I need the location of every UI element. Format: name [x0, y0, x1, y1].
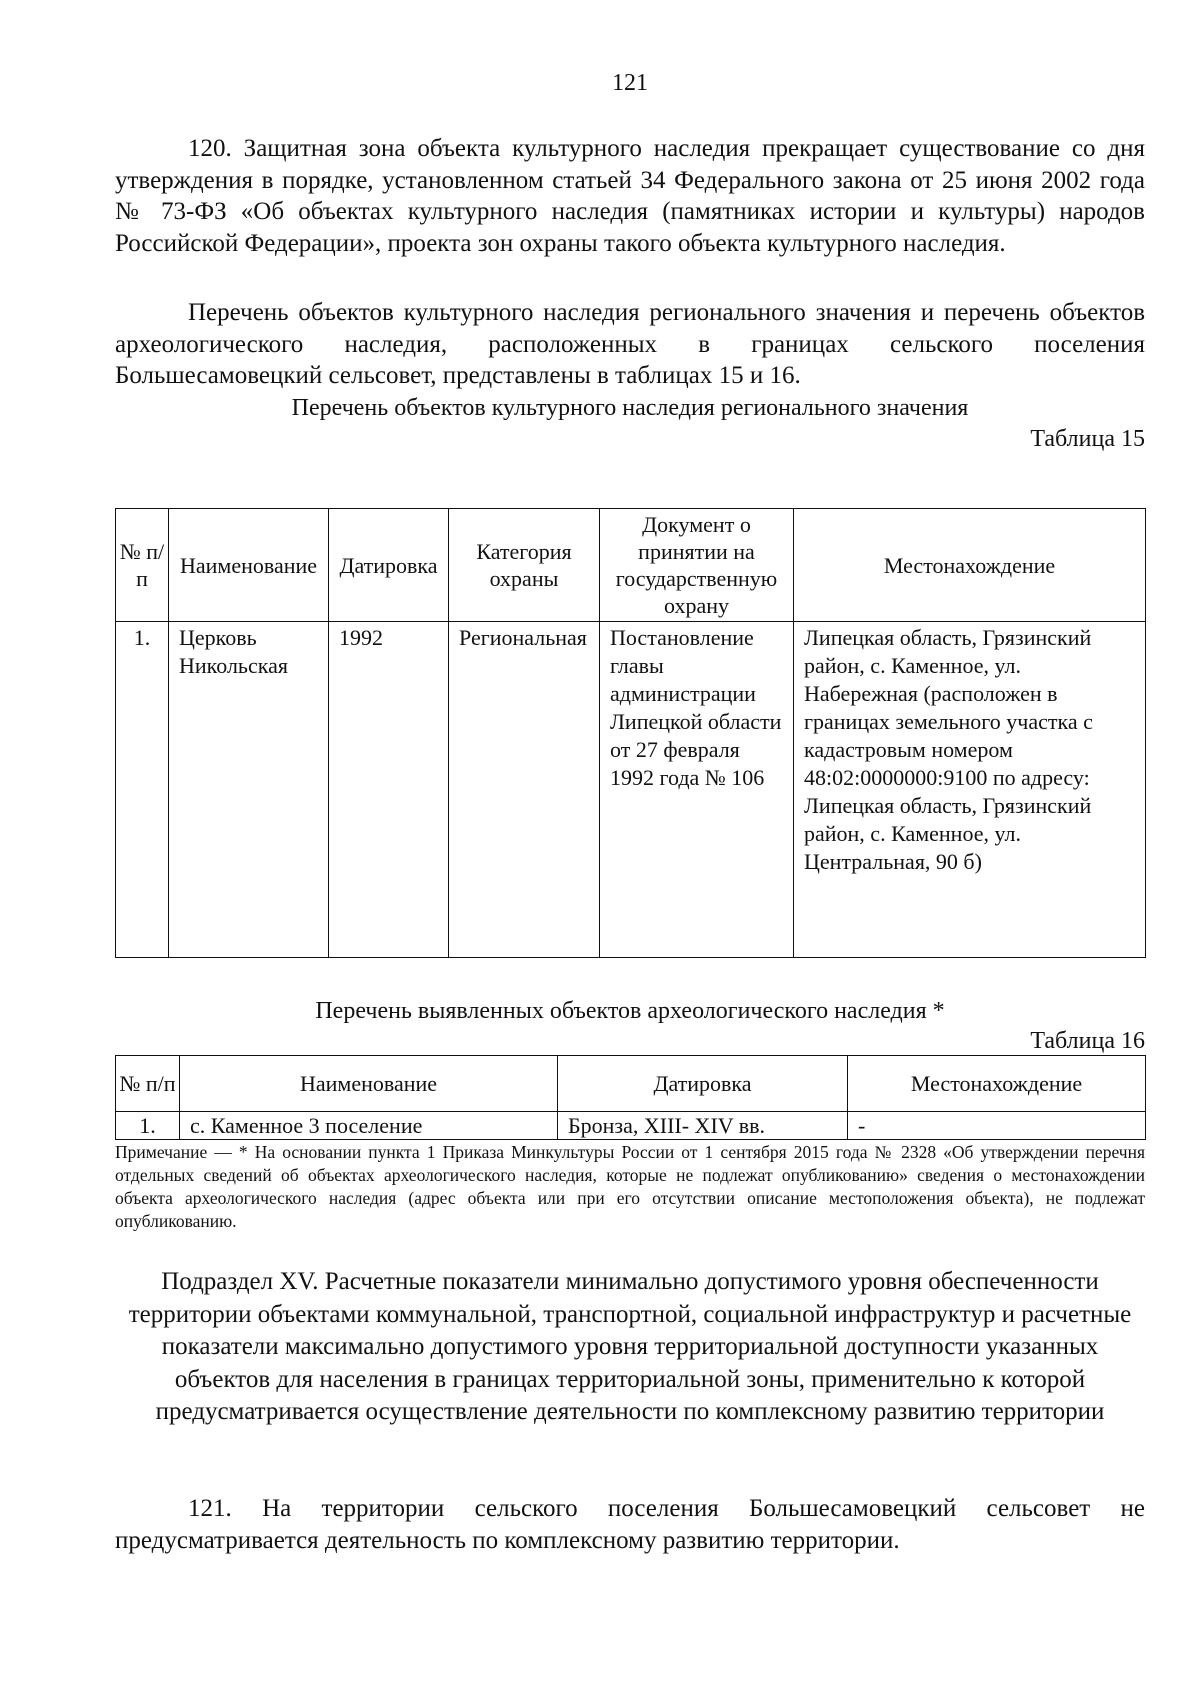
cell-document: Постановление главы администрации Липецкой области от 27 февраля 1992 года № 106 [600, 622, 794, 958]
cell-location: - [848, 1112, 1146, 1140]
cell-name: Церковь Никольская [169, 622, 329, 958]
header-document: Документ о принятии на государственную охрану [600, 509, 794, 622]
table-15 [115, 508, 1146, 958]
table-row [116, 1112, 1146, 1140]
header-location: Местонахождение [794, 509, 1146, 622]
header-num: № п/п [116, 509, 169, 622]
cell-location: Липецкая область, Грязинский район, с. Каменное, ул. Набережная (расположен в границах земельного участка с кадастровым номером 48:02:0000000:9100 по адресу: Липецкая область, Грязинский район, с. Каменное, ул. Центральная, 90 б) [794, 622, 1146, 958]
header-date: Датировка [558, 1056, 848, 1112]
paragraph-120: 120. Защитная зона объекта культурного наследия прекращает существование со дня утверждения в порядке, установленном статьей 34 Федерального закона от 25 июня 2002 года № 73-ФЗ «Об объектах культурного наследия (памятниках истории и культуры) народов Российской Федерации», проекта зон охраны такого объекта культурного наследия. [115, 135, 1145, 257]
table-row [116, 622, 1146, 958]
cell-date: 1992 [329, 622, 449, 958]
header-location: Местонахождение [848, 1056, 1146, 1112]
table-15-label: Таблица 15 [1030, 426, 1145, 452]
cell-num: 1. [116, 622, 169, 958]
table-16-label: Таблица 16 [1030, 1028, 1145, 1054]
cell-category: Региональная [449, 622, 600, 958]
table-15-caption: Перечень объектов культурного наследия регионального значения [291, 395, 969, 421]
paragraph-121: 121. На территории сельского поселения Большесамовецкий сельсовет не предусматривается деятельность по комплексному развитию территории. [115, 1495, 1145, 1554]
paragraph-objects-list: Перечень объектов культурного наследия регионального значения и перечень объектов археологического наследия, расположенных в границах сельского поселения Большесамовецкий сельсовет, представлены в таблицах 15 и 16. [115, 299, 1145, 389]
header-category: Категория охраны [449, 509, 600, 622]
table-16-note: Примечание — * На основании пункта 1 Приказа Минкультуры России от 1 сентября 2015 года № 2328 «Об утверждении перечня отдельных сведений об объектах археологического наследия, которые не подлежат опубликованию» сведения о местонахождении объекта археологического наследия (адрес объекта или при его отсутствии описание местоположения объекта), не подлежат опубликованию. [115, 1142, 1145, 1231]
header-num: № п/п [116, 1056, 180, 1112]
header-date: Датировка [329, 509, 449, 622]
header-name: Наименование [169, 509, 329, 622]
cell-name: с. Каменное 3 поселение [180, 1112, 558, 1140]
table-16-caption: Перечень выявленных объектов археологического наследия * [315, 998, 945, 1024]
page-number: 121 [612, 70, 648, 96]
table-15-header-row [116, 509, 1146, 622]
table-16 [115, 1055, 1146, 1140]
cell-date: Бронза, XIII- XIV вв. [558, 1112, 848, 1140]
subsection-title: Подраздел XV. Расчетные показатели минимально допустимого уровня обеспеченности территории объектами коммунальной, транспортной, социальной инфраструктур и расчетные показатели максимально допустимого уровня территориальной доступности указанных объектов для населения в границах территориальной зоны, применительно к которой предусматривается осуществление деятельности по комплексному развитию территории [128, 1268, 1132, 1425]
cell-num: 1. [116, 1112, 180, 1140]
header-name: Наименование [180, 1056, 558, 1112]
table-16-header-row [116, 1056, 1146, 1112]
